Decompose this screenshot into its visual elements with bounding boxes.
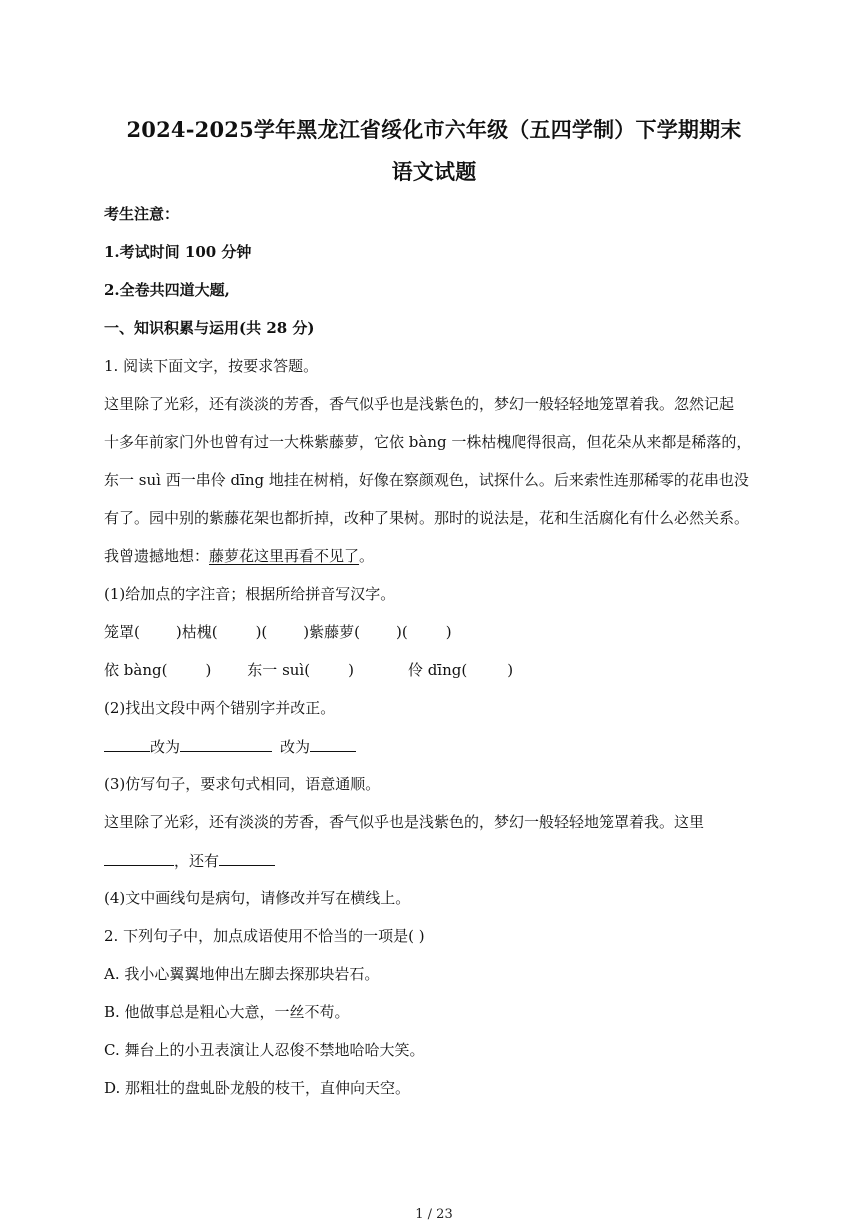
passage-line: 十多年前家门外也曾有过一大株紫藤萝，它依 bàng 一株枯槐爬得很高，但花朵从来都是稀落的， <box>104 433 752 451</box>
underlined-faulty-sentence: 藤萝花这里再看不见了 <box>209 547 360 565</box>
answer-blank[interactable] <box>180 735 272 752</box>
passage-last-suffix: 。 <box>359 547 375 565</box>
pinyin-item: )枯槐( <box>175 623 218 641</box>
option-b[interactable]: B. 他做事总是粗心大意，一丝不苟。 <box>104 1003 350 1021</box>
question-1-stem: 1. 阅读下面文字，按要求答题。 <box>104 357 319 375</box>
passage-line: 有了。园中别的紫藤花架也都折掉，改种了果树。那时的说法是，花和生活腐化有什么必然关系。 <box>104 509 750 527</box>
page-number: 1 / 23 <box>415 1207 453 1222</box>
option-c[interactable]: C. 舞台上的小丑表演让人忍俊不禁地哈哈大笑。 <box>104 1041 425 1059</box>
hanzi-item: 伶 dīng( <box>407 661 468 679</box>
pinyin-item: )紫藤萝( <box>303 623 361 641</box>
model-sentence: 这里除了光彩，还有淡淡的芳香，香气似乎也是浅紫色的，梦幻一般轻轻地笼罩着我。这里 <box>104 813 705 831</box>
imitation-answer-row <box>104 849 764 872</box>
option-a[interactable]: A. 我小心翼翼地伸出左脚去探那块岩石。 <box>104 965 380 983</box>
hanzi-item: 东一 suì( <box>247 661 311 679</box>
pinyin-row-1 <box>104 621 764 643</box>
option-d[interactable]: D. 那粗壮的盘虬卧龙般的枝干，直伸向天空。 <box>104 1079 411 1097</box>
passage-line: 这里除了光彩，还有淡淡的芳香，香气似乎也是浅紫色的，梦幻一般轻轻地笼罩着我。忽然记起 <box>104 395 735 413</box>
subquestion-4-prompt: (4)文中画线句是病句，请修改并写在横线上。 <box>104 889 411 907</box>
hanzi-item: 依 bàng( <box>104 661 168 679</box>
answer-blank[interactable] <box>219 849 275 866</box>
pinyin-item: )( <box>396 623 408 641</box>
subquestion-1-prompt: (1)给加点的字注音；根据所给拼音写汉字。 <box>104 585 396 603</box>
answer-blank[interactable] <box>310 735 356 752</box>
change-to-label: 改为 <box>280 738 311 756</box>
document-title: 2024-2025学年黑龙江省绥化市六年级（五四学制）下学期期末 <box>126 117 742 142</box>
hanzi-item: ) <box>507 661 514 679</box>
pinyin-item: )( <box>255 623 268 641</box>
section-heading: 一、知识积累与运用(共 28 分) <box>104 319 315 337</box>
typo-answer-row <box>104 735 764 758</box>
subquestion-2-prompt: (2)找出文段中两个错别字并改正。 <box>104 699 336 717</box>
passage-last-prefix: 我曾遗撼地想： <box>104 547 210 565</box>
document-subtitle: 语文试题 <box>391 159 477 184</box>
change-to-label: 改为 <box>150 738 181 756</box>
passage-line-last <box>104 545 764 567</box>
also-label: ，还有 <box>174 852 220 870</box>
pinyin-row-2 <box>104 659 764 681</box>
hanzi-item: ) <box>348 661 354 679</box>
notice-heading: 考生注意： <box>104 205 180 223</box>
hanzi-item: ) <box>205 661 212 679</box>
pinyin-item: ) <box>445 623 452 641</box>
answer-blank[interactable] <box>104 735 150 752</box>
pinyin-item: 笼罩( <box>104 623 140 641</box>
notice-item-time: 1.考试时间 100 分钟 <box>104 243 252 261</box>
answer-blank[interactable] <box>104 849 174 866</box>
passage-line: 东一 suì 西一串伶 dīng 地挂在树梢，好像在察颜观色，试探什么。后来索性连那稀零的花串也没 <box>104 471 749 489</box>
notice-item-sections: 2.全卷共四道大题, <box>104 281 230 299</box>
subquestion-3-prompt: (3)仿写句子，要求句式相同，语意通顺。 <box>104 775 381 793</box>
question-2-stem: 2. 下列句子中，加点成语使用不恰当的一项是( ) <box>104 927 425 945</box>
